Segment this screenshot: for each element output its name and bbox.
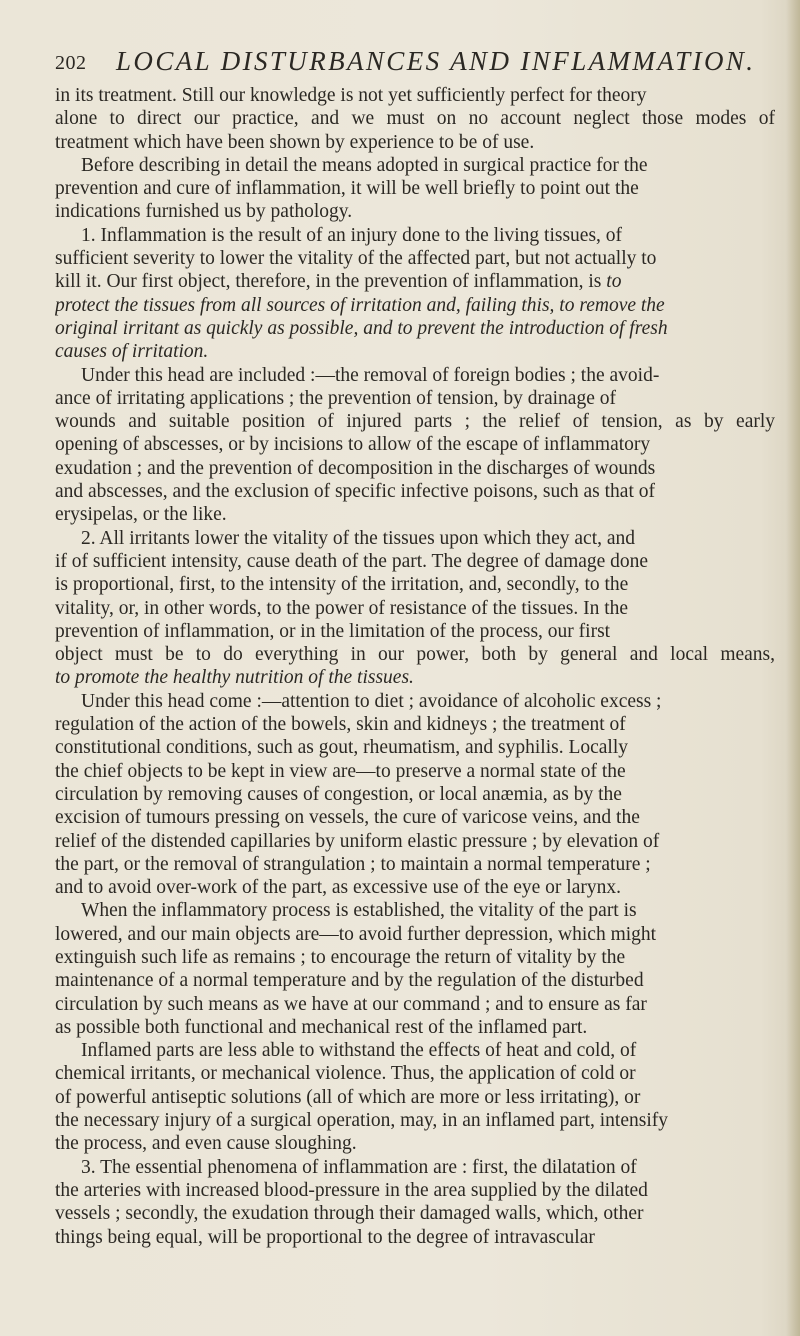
text-line: lowered, and our main objects are—to avoid further depression, which might: [55, 923, 657, 945]
text-line: in its treatment. Still our knowledge is not yet sufficiently perfect for theory: [55, 85, 647, 106]
running-title: LOCAL DISTURBANCES AND INFLAMMATION.: [116, 46, 756, 76]
text-line: protect the tissues from all sources of irritation and, failing this, to remove the: [55, 294, 665, 316]
text-line: and abscesses, and the exclusion of specific infective poisons, such as that of: [55, 481, 655, 503]
text-line: if of sufficient intensity, cause death of the part. The degree of damage done: [55, 550, 649, 572]
text-line: kill it. Our first object, therefore, in the prevention of inflammation, is to: [55, 271, 622, 293]
text-line: the part, or the removal of strangulation ; to maintain a normal temperature ;: [55, 853, 651, 875]
text-line: Under this head are included :—the removal of foreign bodies ; the avoid-: [81, 364, 660, 386]
text-line: circulation by such means as we have at our command ; and to ensure as far: [55, 993, 647, 1015]
text-line: vessels ; secondly, the exudation through their damaged walls, which, other: [55, 1203, 644, 1225]
text-line: the process, and even cause sloughing.: [55, 1133, 357, 1155]
text-line: indications furnished us by pathology.: [55, 201, 353, 223]
text-line: vitality, or, in other words, to the power of resistance of the tissues. In the: [55, 597, 629, 619]
text-line: the arteries with increased blood-pressure in the area supplied by the dilated: [55, 1179, 648, 1201]
text-line: original irritant as quickly as possible, and to prevent the introduction of fresh: [55, 317, 668, 339]
text-line: ance of irritating applications ; the prevention of tension, by drainage of: [55, 387, 616, 409]
text-line: alone to direct our practice, and we must on no account neglect those modes of: [55, 108, 775, 130]
text-line: When the inflammatory process is established, the vitality of the part is: [81, 900, 637, 922]
page-header: [55, 46, 775, 80]
text-line: causes of irritation.: [55, 341, 209, 363]
text-line: constitutional conditions, such as gout, rheumatism, and syphilis. Locally: [55, 737, 629, 759]
text-line: exudation ; and the prevention of decomposition in the discharges of wounds: [55, 457, 656, 479]
text-line: Under this head come :—attention to diet ; avoidance of alcoholic excess ;: [81, 690, 662, 712]
text-line: of powerful antiseptic solutions (all of which are more or less irritating), or: [55, 1086, 641, 1108]
page-number: 202: [55, 52, 87, 74]
text-line: Before describing in detail the means adopted in surgical practice for the: [81, 154, 648, 176]
text-line: chemical irritants, or mechanical violence. Thus, the application of cold or: [55, 1063, 636, 1085]
text-line: sufficient severity to lower the vitality of the affected part, but not actually to: [55, 248, 657, 270]
text-line: the chief objects to be kept in view are—to preserve a normal state of the: [55, 760, 626, 782]
text-line: 2. All irritants lower the vitality of the tissues upon which they act, and: [81, 527, 636, 549]
text-line: erysipelas, or the like.: [55, 504, 227, 526]
text-line: is proportional, first, to the intensity of the irritation, and, secondly, to the: [55, 574, 629, 596]
text-line: relief of the distended capillaries by uniform elastic pressure ; by elevation of: [55, 830, 660, 852]
text-line: Inflamed parts are less able to withstand the effects of heat and cold, of: [81, 1040, 637, 1062]
text-line: as possible both functional and mechanical rest of the inflamed part.: [55, 1016, 588, 1038]
page-edge-shadow: [786, 0, 800, 1336]
text-line: object must be to do everything in our power, both by general and local means,: [55, 644, 775, 666]
text-line: regulation of the action of the bowels, skin and kidneys ; the treatment of: [55, 714, 626, 736]
text-line: circulation by removing causes of congestion, or local anæmia, as by the: [55, 783, 622, 805]
text-line: things being equal, will be proportional to the degree of intravascular: [55, 1226, 595, 1248]
text-line: treatment which have been shown by experience to be of use.: [55, 131, 535, 153]
text-line: and to avoid over-work of the part, as excessive use of the eye or larynx.: [55, 877, 621, 899]
text-line: extinguish such life as remains ; to encourage the return of vitality by the: [55, 946, 626, 968]
text-line: prevention and cure of inflammation, it will be well briefly to point out the: [55, 178, 639, 200]
text-line: 3. The essential phenomena of inflammation are : first, the dilatation of: [81, 1156, 637, 1178]
text-line: 1. Inflammation is the result of an injury done to the living tissues, of: [81, 224, 623, 246]
text-line: the necessary injury of a surgical operation, may, in an inflamed part, intensify: [55, 1110, 668, 1132]
body-text: [55, 84, 775, 1249]
text-line: to promote the healthy nutrition of the tissues.: [55, 667, 414, 689]
text-line: prevention of inflammation, or in the limitation of the process, our first: [55, 620, 611, 642]
text-line: opening of abscesses, or by incisions to allow of the escape of inflammatory: [55, 434, 651, 456]
text-line: wounds and suitable position of injured parts ; the relief of tension, as by early: [55, 411, 775, 433]
text-line: maintenance of a normal temperature and by the regulation of the disturbed: [55, 970, 644, 992]
text-line: excision of tumours pressing on vessels, the cure of varicose veins, and the: [55, 807, 640, 829]
